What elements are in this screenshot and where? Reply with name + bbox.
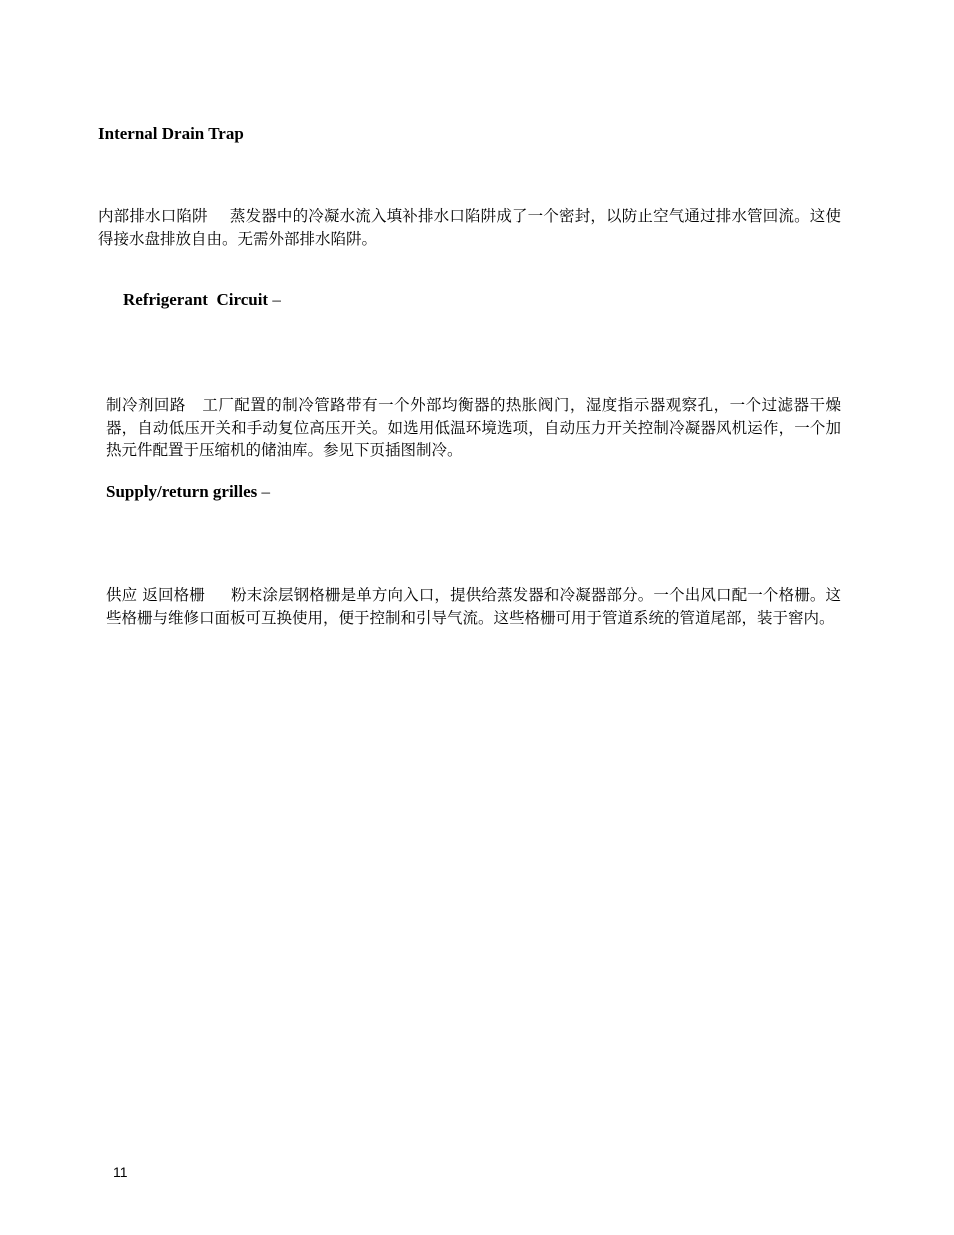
paragraph-supply-return-grilles: [106, 584, 841, 629]
heading-refrigerant-circuit: [106, 270, 281, 330]
paragraph-label: 内部排水口陷阱: [98, 207, 208, 225]
heading-dash: –: [261, 482, 271, 501]
page-number: 11: [113, 1164, 128, 1180]
paragraph-label: 制冷剂回路: [106, 396, 186, 414]
heading-internal-drain-trap: [98, 124, 244, 144]
paragraph-body: 蒸发器中的冷凝水流入填补排水口陷阱成了一个密封，以防止空气通过排水管回流。这使得接水盘排放自由。无需外部排水陷阱。: [98, 207, 841, 248]
heading-text: Supply/return grilles: [106, 482, 258, 501]
paragraph-label: 供应 返回格栅: [106, 586, 205, 604]
heading-supply-return-grilles: [106, 482, 270, 502]
heading-text: Refrigerant Circuit: [123, 290, 269, 309]
paragraph-body: 粉末涂层钢格栅是单方向入口，提供给蒸发器和冷凝器部分。一个出风口配一个格栅。这些格栅与维修口面板可互换使用，便于控制和引导气流。这些格栅可用于管道系统的管道尾部，装于窖内。: [106, 586, 841, 627]
heading-text: Internal Drain Trap: [98, 124, 244, 143]
paragraph-internal-drain-trap: [98, 205, 841, 250]
paragraph-body: 工厂配置的制冷管路带有一个外部均衡器的热胀阀门，湿度指示器观察孔，一个过滤器干燥器，自动低压开关和手动复位高压开关。如选用低温环境选项，自动压力开关控制冷凝器风机运作，一个加热元件配置于压缩机的储油库。参见下页插图制冷。: [106, 396, 841, 459]
paragraph-refrigerant-circuit: [106, 394, 841, 462]
heading-dash: –: [272, 290, 281, 309]
